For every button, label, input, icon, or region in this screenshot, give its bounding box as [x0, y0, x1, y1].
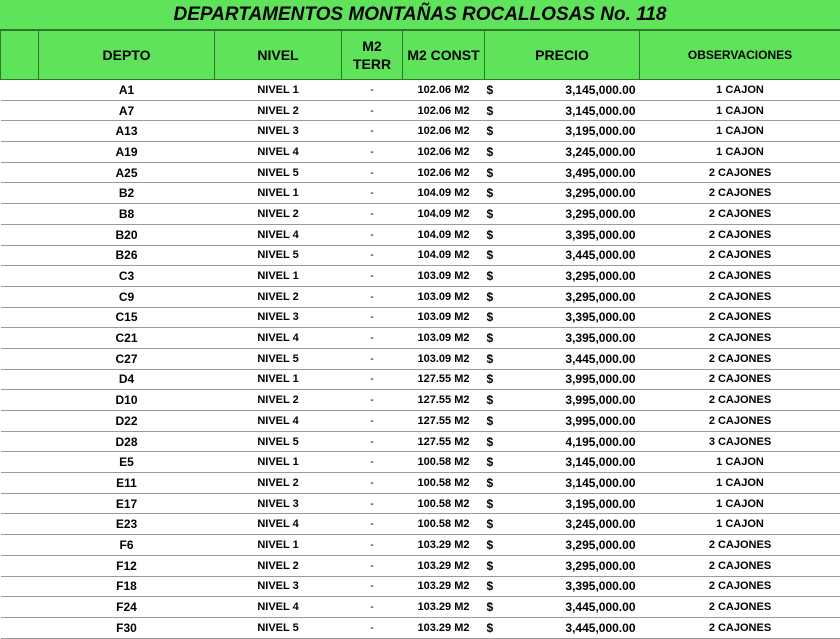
cell-m2-const: 103.09 M2: [403, 348, 485, 369]
table-row: [1, 555, 840, 576]
cell-observaciones: 3 CAJONES: [640, 431, 840, 452]
cell-precio: 3,395,000.00: [511, 307, 640, 328]
cell-precio: 3,145,000.00: [511, 452, 640, 473]
cell-depto: F12: [39, 555, 215, 576]
row-spacer: [1, 431, 39, 452]
currency-symbol: $: [485, 307, 511, 328]
cell-m2-const: 100.58 M2: [403, 493, 485, 514]
cell-nivel: NIVEL 2: [215, 204, 342, 225]
currency-symbol: $: [485, 266, 511, 287]
currency-symbol: $: [485, 473, 511, 494]
cell-m2-const: 104.09 M2: [403, 245, 485, 266]
row-spacer: [1, 348, 39, 369]
table-row: [1, 597, 840, 618]
row-spacer: [1, 80, 39, 101]
cell-nivel: NIVEL 1: [215, 80, 342, 101]
cell-depto: C27: [39, 348, 215, 369]
cell-m2-terr: -: [342, 555, 403, 576]
cell-observaciones: 1 CAJON: [640, 514, 840, 535]
cell-m2-const: 103.29 M2: [403, 555, 485, 576]
cell-nivel: NIVEL 2: [215, 473, 342, 494]
header-nivel: NIVEL: [215, 31, 342, 80]
cell-m2-terr: -: [342, 597, 403, 618]
currency-symbol: $: [485, 369, 511, 390]
header-m2-const: M2 CONST: [403, 31, 485, 80]
cell-nivel: NIVEL 4: [215, 411, 342, 432]
cell-observaciones: 1 CAJON: [640, 80, 840, 101]
row-spacer: [1, 555, 39, 576]
cell-m2-const: 102.06 M2: [403, 100, 485, 121]
cell-depto: E11: [39, 473, 215, 494]
cell-depto: F6: [39, 535, 215, 556]
row-spacer: [1, 162, 39, 183]
cell-m2-terr: -: [342, 266, 403, 287]
currency-symbol: $: [485, 245, 511, 266]
cell-observaciones: 1 CAJON: [640, 142, 840, 163]
currency-symbol: $: [485, 121, 511, 142]
cell-depto: A19: [39, 142, 215, 163]
cell-observaciones: 1 CAJON: [640, 452, 840, 473]
row-spacer: [1, 514, 39, 535]
header-row: [1, 31, 840, 80]
cell-precio: 3,295,000.00: [511, 535, 640, 556]
cell-observaciones: 2 CAJONES: [640, 597, 840, 618]
cell-observaciones: 2 CAJONES: [640, 348, 840, 369]
cell-depto: D10: [39, 390, 215, 411]
currency-symbol: $: [485, 142, 511, 163]
cell-depto: F30: [39, 617, 215, 638]
currency-symbol: $: [485, 328, 511, 349]
currency-symbol: $: [485, 576, 511, 597]
header-blank: [1, 31, 39, 80]
table-row: [1, 473, 840, 494]
cell-m2-terr: -: [342, 493, 403, 514]
currency-symbol: $: [485, 617, 511, 638]
cell-nivel: NIVEL 4: [215, 328, 342, 349]
cell-observaciones: 2 CAJONES: [640, 162, 840, 183]
cell-depto: A1: [39, 80, 215, 101]
cell-observaciones: 2 CAJONES: [640, 328, 840, 349]
cell-observaciones: 2 CAJONES: [640, 390, 840, 411]
cell-precio: 3,295,000.00: [511, 266, 640, 287]
cell-m2-const: 100.58 M2: [403, 514, 485, 535]
cell-precio: 3,295,000.00: [511, 204, 640, 225]
cell-nivel: NIVEL 4: [215, 224, 342, 245]
table-row: [1, 617, 840, 638]
cell-precio: 3,245,000.00: [511, 142, 640, 163]
cell-depto: B2: [39, 183, 215, 204]
cell-precio: 3,995,000.00: [511, 411, 640, 432]
cell-nivel: NIVEL 5: [215, 348, 342, 369]
table-row: [1, 142, 840, 163]
row-spacer: [1, 266, 39, 287]
table-row: [1, 100, 840, 121]
cell-depto: D28: [39, 431, 215, 452]
cell-nivel: NIVEL 3: [215, 307, 342, 328]
header-observaciones: OBSERVACIONES: [640, 31, 840, 80]
cell-m2-terr: -: [342, 245, 403, 266]
cell-m2-terr: -: [342, 576, 403, 597]
table-row: [1, 183, 840, 204]
cell-observaciones: 2 CAJONES: [640, 183, 840, 204]
cell-m2-terr: -: [342, 348, 403, 369]
cell-m2-const: 103.09 M2: [403, 266, 485, 287]
table-row: [1, 121, 840, 142]
cell-observaciones: 2 CAJONES: [640, 576, 840, 597]
cell-nivel: NIVEL 2: [215, 555, 342, 576]
cell-depto: D22: [39, 411, 215, 432]
cell-precio: 4,195,000.00: [511, 431, 640, 452]
currency-symbol: $: [485, 224, 511, 245]
page-title: DEPARTAMENTOS MONTAÑAS ROCALLOSAS No. 118: [0, 0, 840, 30]
cell-observaciones: 2 CAJONES: [640, 411, 840, 432]
table-row: [1, 514, 840, 535]
cell-m2-const: 103.29 M2: [403, 535, 485, 556]
cell-nivel: NIVEL 5: [215, 162, 342, 183]
row-spacer: [1, 204, 39, 225]
table-row: [1, 535, 840, 556]
cell-m2-terr: -: [342, 224, 403, 245]
cell-observaciones: 2 CAJONES: [640, 286, 840, 307]
header-precio: PRECIO: [485, 31, 640, 80]
cell-nivel: NIVEL 2: [215, 100, 342, 121]
cell-observaciones: 2 CAJONES: [640, 266, 840, 287]
row-spacer: [1, 328, 39, 349]
cell-observaciones: 1 CAJON: [640, 121, 840, 142]
cell-depto: E17: [39, 493, 215, 514]
cell-m2-const: 104.09 M2: [403, 204, 485, 225]
table-row: [1, 411, 840, 432]
row-spacer: [1, 369, 39, 390]
currency-symbol: $: [485, 535, 511, 556]
table-row: [1, 369, 840, 390]
cell-precio: 3,495,000.00: [511, 162, 640, 183]
cell-m2-terr: -: [342, 328, 403, 349]
row-spacer: [1, 307, 39, 328]
table-row: [1, 162, 840, 183]
cell-nivel: NIVEL 1: [215, 266, 342, 287]
table-row: [1, 390, 840, 411]
currency-symbol: $: [485, 411, 511, 432]
cell-observaciones: 2 CAJONES: [640, 224, 840, 245]
cell-precio: 3,445,000.00: [511, 245, 640, 266]
cell-precio: 3,295,000.00: [511, 555, 640, 576]
cell-m2-terr: -: [342, 411, 403, 432]
row-spacer: [1, 493, 39, 514]
cell-m2-terr: -: [342, 162, 403, 183]
cell-depto: B26: [39, 245, 215, 266]
cell-observaciones: 2 CAJONES: [640, 245, 840, 266]
cell-nivel: NIVEL 3: [215, 576, 342, 597]
cell-m2-const: 104.09 M2: [403, 183, 485, 204]
cell-precio: 3,395,000.00: [511, 328, 640, 349]
cell-observaciones: 2 CAJONES: [640, 535, 840, 556]
cell-precio: 3,295,000.00: [511, 286, 640, 307]
cell-depto: C9: [39, 286, 215, 307]
cell-m2-terr: -: [342, 100, 403, 121]
cell-m2-terr: -: [342, 183, 403, 204]
cell-observaciones: 2 CAJONES: [640, 369, 840, 390]
cell-nivel: NIVEL 1: [215, 183, 342, 204]
cell-depto: A7: [39, 100, 215, 121]
cell-depto: C15: [39, 307, 215, 328]
cell-m2-const: 127.55 M2: [403, 411, 485, 432]
cell-observaciones: 2 CAJONES: [640, 617, 840, 638]
cell-m2-const: 102.06 M2: [403, 142, 485, 163]
table-row: [1, 328, 840, 349]
cell-nivel: NIVEL 5: [215, 245, 342, 266]
cell-m2-terr: -: [342, 390, 403, 411]
currency-symbol: $: [485, 493, 511, 514]
cell-nivel: NIVEL 2: [215, 390, 342, 411]
cell-depto: E23: [39, 514, 215, 535]
cell-depto: A25: [39, 162, 215, 183]
currency-symbol: $: [485, 555, 511, 576]
cell-nivel: NIVEL 2: [215, 286, 342, 307]
row-spacer: [1, 245, 39, 266]
currency-symbol: $: [485, 452, 511, 473]
row-spacer: [1, 183, 39, 204]
currency-symbol: $: [485, 204, 511, 225]
cell-m2-terr: -: [342, 80, 403, 101]
cell-depto: F24: [39, 597, 215, 618]
cell-depto: C21: [39, 328, 215, 349]
table-row: [1, 348, 840, 369]
currency-symbol: $: [485, 514, 511, 535]
table-row: [1, 307, 840, 328]
cell-precio: 3,995,000.00: [511, 390, 640, 411]
currency-symbol: $: [485, 348, 511, 369]
cell-m2-terr: -: [342, 142, 403, 163]
cell-precio: 3,145,000.00: [511, 100, 640, 121]
price-table: [0, 30, 840, 639]
table-row: [1, 245, 840, 266]
cell-m2-terr: -: [342, 514, 403, 535]
row-spacer: [1, 390, 39, 411]
cell-m2-const: 127.55 M2: [403, 390, 485, 411]
currency-symbol: $: [485, 80, 511, 101]
cell-precio: 3,995,000.00: [511, 369, 640, 390]
cell-m2-terr: -: [342, 121, 403, 142]
row-spacer: [1, 535, 39, 556]
cell-m2-const: 103.29 M2: [403, 597, 485, 618]
currency-symbol: $: [485, 390, 511, 411]
cell-nivel: NIVEL 5: [215, 431, 342, 452]
cell-precio: 3,245,000.00: [511, 514, 640, 535]
cell-nivel: NIVEL 4: [215, 142, 342, 163]
cell-nivel: NIVEL 3: [215, 493, 342, 514]
cell-nivel: NIVEL 1: [215, 369, 342, 390]
cell-m2-terr: -: [342, 204, 403, 225]
table-row: [1, 431, 840, 452]
cell-m2-terr: -: [342, 535, 403, 556]
cell-m2-const: 103.09 M2: [403, 328, 485, 349]
cell-precio: 3,395,000.00: [511, 224, 640, 245]
cell-observaciones: 2 CAJONES: [640, 204, 840, 225]
cell-precio: 3,145,000.00: [511, 80, 640, 101]
row-spacer: [1, 473, 39, 494]
row-spacer: [1, 617, 39, 638]
row-spacer: [1, 286, 39, 307]
cell-precio: 3,445,000.00: [511, 348, 640, 369]
table-row: [1, 286, 840, 307]
table-row: [1, 493, 840, 514]
cell-nivel: NIVEL 4: [215, 597, 342, 618]
table-row: [1, 266, 840, 287]
cell-m2-terr: -: [342, 307, 403, 328]
cell-observaciones: 1 CAJON: [640, 473, 840, 494]
table-row: [1, 576, 840, 597]
cell-precio: 3,445,000.00: [511, 597, 640, 618]
cell-depto: A13: [39, 121, 215, 142]
row-spacer: [1, 452, 39, 473]
table-row: [1, 452, 840, 473]
cell-depto: B20: [39, 224, 215, 245]
currency-symbol: $: [485, 162, 511, 183]
cell-nivel: NIVEL 5: [215, 617, 342, 638]
header-m2-terr: M2 TERR: [342, 31, 403, 80]
cell-m2-const: 100.58 M2: [403, 452, 485, 473]
currency-symbol: $: [485, 100, 511, 121]
currency-symbol: $: [485, 183, 511, 204]
cell-observaciones: 2 CAJONES: [640, 555, 840, 576]
row-spacer: [1, 576, 39, 597]
cell-nivel: NIVEL 3: [215, 121, 342, 142]
cell-observaciones: 1 CAJON: [640, 493, 840, 514]
row-spacer: [1, 597, 39, 618]
cell-depto: D4: [39, 369, 215, 390]
cell-m2-const: 127.55 M2: [403, 369, 485, 390]
cell-precio: 3,445,000.00: [511, 617, 640, 638]
cell-depto: B8: [39, 204, 215, 225]
cell-precio: 3,395,000.00: [511, 576, 640, 597]
cell-precio: 3,145,000.00: [511, 473, 640, 494]
currency-symbol: $: [485, 286, 511, 307]
cell-m2-const: 103.09 M2: [403, 286, 485, 307]
cell-nivel: NIVEL 4: [215, 514, 342, 535]
row-spacer: [1, 100, 39, 121]
row-spacer: [1, 411, 39, 432]
cell-m2-terr: -: [342, 431, 403, 452]
cell-m2-const: 100.58 M2: [403, 473, 485, 494]
cell-precio: 3,195,000.00: [511, 493, 640, 514]
table-row: [1, 204, 840, 225]
table-row: [1, 80, 840, 101]
cell-m2-const: 103.29 M2: [403, 617, 485, 638]
currency-symbol: $: [485, 431, 511, 452]
cell-precio: 3,295,000.00: [511, 183, 640, 204]
cell-nivel: NIVEL 1: [215, 535, 342, 556]
cell-observaciones: 2 CAJONES: [640, 307, 840, 328]
cell-observaciones: 1 CAJON: [640, 100, 840, 121]
cell-m2-terr: -: [342, 617, 403, 638]
cell-depto: C3: [39, 266, 215, 287]
cell-m2-terr: -: [342, 452, 403, 473]
cell-m2-terr: -: [342, 369, 403, 390]
cell-depto: F18: [39, 576, 215, 597]
cell-m2-terr: -: [342, 286, 403, 307]
cell-m2-const: 103.09 M2: [403, 307, 485, 328]
row-spacer: [1, 224, 39, 245]
cell-m2-const: 103.29 M2: [403, 576, 485, 597]
cell-m2-terr: -: [342, 473, 403, 494]
cell-m2-const: 127.55 M2: [403, 431, 485, 452]
cell-nivel: NIVEL 1: [215, 452, 342, 473]
cell-m2-const: 104.09 M2: [403, 224, 485, 245]
cell-m2-const: 102.06 M2: [403, 121, 485, 142]
cell-m2-const: 102.06 M2: [403, 162, 485, 183]
currency-symbol: $: [485, 597, 511, 618]
row-spacer: [1, 142, 39, 163]
cell-precio: 3,195,000.00: [511, 121, 640, 142]
header-depto: DEPTO: [39, 31, 215, 80]
row-spacer: [1, 121, 39, 142]
cell-depto: E5: [39, 452, 215, 473]
table-row: [1, 224, 840, 245]
cell-m2-const: 102.06 M2: [403, 80, 485, 101]
